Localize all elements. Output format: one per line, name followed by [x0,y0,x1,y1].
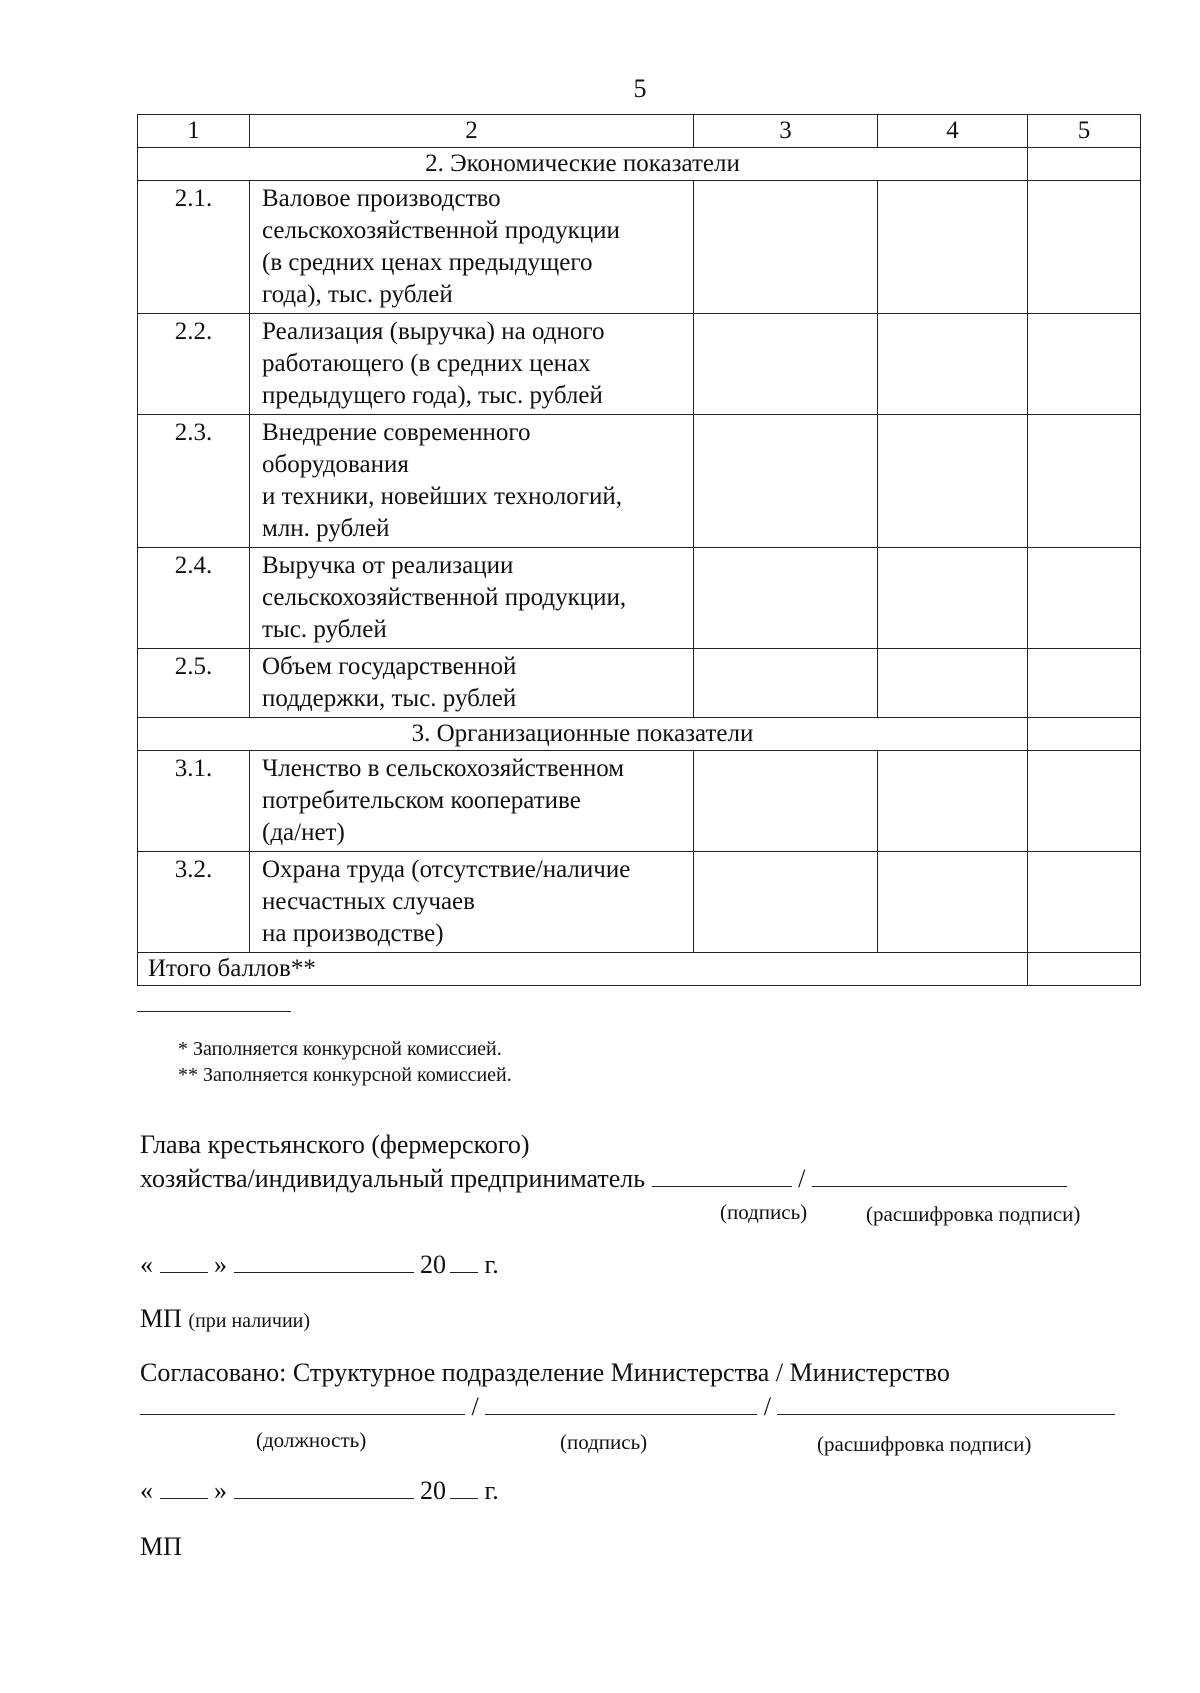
section-title: 2. Экономические показатели [138,148,1028,181]
row-number: 2.1. [138,181,250,314]
footnote-1: * Заполняется конкурсной комиссией. [178,1038,502,1060]
total-label: Итого баллов** [138,953,1028,986]
table-header-row [138,115,1141,148]
value-cell-5[interactable] [1028,548,1141,649]
approval-slash-2: / [763,1392,771,1421]
section-row [138,718,1141,751]
approval-position-field[interactable] [140,1392,465,1415]
head-year-suffix: г. [484,1250,499,1279]
value-cell-4[interactable] [878,181,1028,314]
row-number: 2.3. [138,415,250,548]
approval-fields-line [140,1390,1115,1424]
row-description [250,751,694,852]
value-cell-4[interactable] [878,548,1028,649]
header-cell-5: 5 [1028,115,1141,148]
row-description [250,852,694,953]
head-signature-caption: (подпись) [720,1200,808,1224]
footnote-2: ** Заполняется конкурсной комиссией. [178,1064,512,1086]
description-line: и техники, новейших технологий, [262,483,622,510]
row-description [250,181,694,314]
table-row [138,649,1141,718]
row-number: 2.5. [138,649,250,718]
description-line: оборудования [262,451,409,478]
approval-year-suffix: г. [484,1476,499,1505]
description-line: Валовое производство [262,185,501,212]
value-cell-4[interactable] [878,751,1028,852]
total-row [138,953,1141,986]
value-cell-4[interactable] [878,415,1028,548]
description-line: сельскохозяйственной продукции, [262,584,627,611]
approval-stamp-label: МП [140,1532,182,1561]
value-cell-5[interactable] [1028,852,1141,953]
header-cell-4: 4 [878,115,1028,148]
approval-decoding-field[interactable] [777,1392,1115,1415]
header-cell-3: 3 [694,115,878,148]
head-signature-slash: / [798,1164,806,1193]
value-cell-3[interactable] [694,415,878,548]
description-line: (да/нет) [262,819,345,846]
approval-year-field[interactable] [450,1476,478,1499]
header-cell-2: 2 [250,115,694,148]
approval-signature-field[interactable] [485,1392,757,1415]
section-title: 3. Организационные показатели [138,718,1028,751]
head-decoding-caption: (расшифровка подписи) [866,1202,1081,1226]
head-year-field[interactable] [450,1250,478,1273]
approval-month-field[interactable] [234,1476,414,1499]
head-title-line1: Глава крестьянского (фермерского) [140,1130,530,1159]
head-date-open-quote: « [140,1250,153,1279]
value-cell-4[interactable] [878,852,1028,953]
header-cell-1: 1 [138,115,250,148]
description-line: на производстве) [262,920,444,947]
head-month-field[interactable] [234,1250,414,1273]
table-row [138,751,1141,852]
description-line: Реализация (выручка) на одного [262,318,605,345]
value-cell-5[interactable] [1028,415,1141,548]
description-line: Объем государственной [262,653,517,680]
head-stamp-note: (при наличии) [188,1310,311,1332]
description-line: потребительском кооперативе [262,787,581,814]
table-row [138,181,1141,314]
page-number: 5 [633,74,647,103]
evaluation-table [137,114,1141,986]
section-row [138,148,1141,181]
total-score-cell[interactable] [1028,953,1141,986]
description-line: работающего (в средних ценах [262,350,591,377]
head-day-field[interactable] [160,1250,208,1273]
description-line: Членство в сельскохозяйственном [262,755,625,782]
description-line: поддержки, тыс. рублей [262,685,517,712]
description-line: Охрана труда (отсутствие/наличие [262,856,631,883]
head-decoding-field[interactable] [812,1164,1067,1187]
value-cell-3[interactable] [694,548,878,649]
value-cell-3[interactable] [694,751,878,852]
description-line: тыс. рублей [262,616,387,643]
head-year-prefix: 20 [420,1250,446,1279]
row-description [250,649,694,718]
approval-date-close-quote: » [214,1476,227,1505]
row-description [250,415,694,548]
head-date-close-quote: » [214,1250,227,1279]
description-line: сельскохозяйственной продукции [262,217,620,244]
table-row [138,415,1141,548]
row-description [250,314,694,415]
approval-year-prefix: 20 [420,1476,446,1505]
description-line: Внедрение современного [262,419,531,446]
row-number: 3.1. [138,751,250,852]
table-row [138,314,1141,415]
description-line: (в средних ценах предыдущего [262,249,593,276]
approval-line: Согласовано: Структурное подразделение Министерства / Министерство [140,1358,950,1387]
value-cell-3[interactable] [694,852,878,953]
row-number: 2.2. [138,314,250,415]
table-row [138,548,1141,649]
approval-slash-1: / [471,1392,479,1421]
value-cell-4[interactable] [878,314,1028,415]
value-cell-5[interactable] [1028,314,1141,415]
head-title-line2 [140,1162,1067,1196]
row-description [250,548,694,649]
description-line: Выручка от реализации [262,552,514,579]
description-line: несчастных случаев [262,888,475,915]
table-row [138,852,1141,953]
head-signature-field[interactable] [652,1164,792,1187]
row-number: 2.4. [138,548,250,649]
approval-position-caption: (должность) [256,1428,367,1452]
approval-decoding-caption: (расшифровка подписи) [817,1432,1032,1456]
value-cell-3[interactable] [694,181,878,314]
value-cell-3[interactable] [694,649,878,718]
head-stamp-label: МП [140,1304,182,1333]
description-line: предыдущего года), тыс. рублей [262,382,603,409]
value-cell-4[interactable] [878,649,1028,718]
section-score-cell[interactable] [1028,148,1141,181]
approval-signature-caption: (подпись) [560,1430,648,1454]
value-cell-5[interactable] [1028,649,1141,718]
value-cell-5[interactable] [1028,751,1141,852]
head-date-line [140,1248,499,1282]
value-cell-5[interactable] [1028,181,1141,314]
footnote-divider [137,1011,291,1012]
row-number: 3.2. [138,852,250,953]
head-title-line2-text: хозяйства/индивидуальный предприниматель [140,1164,646,1193]
head-stamp-line [140,1302,310,1338]
value-cell-3[interactable] [694,314,878,415]
approval-day-field[interactable] [160,1476,208,1499]
section-score-cell[interactable] [1028,718,1141,751]
description-line: млн. рублей [262,515,390,542]
description-line: года), тыс. рублей [262,281,453,308]
approval-date-open-quote: « [140,1476,153,1505]
approval-date-line [140,1474,499,1508]
